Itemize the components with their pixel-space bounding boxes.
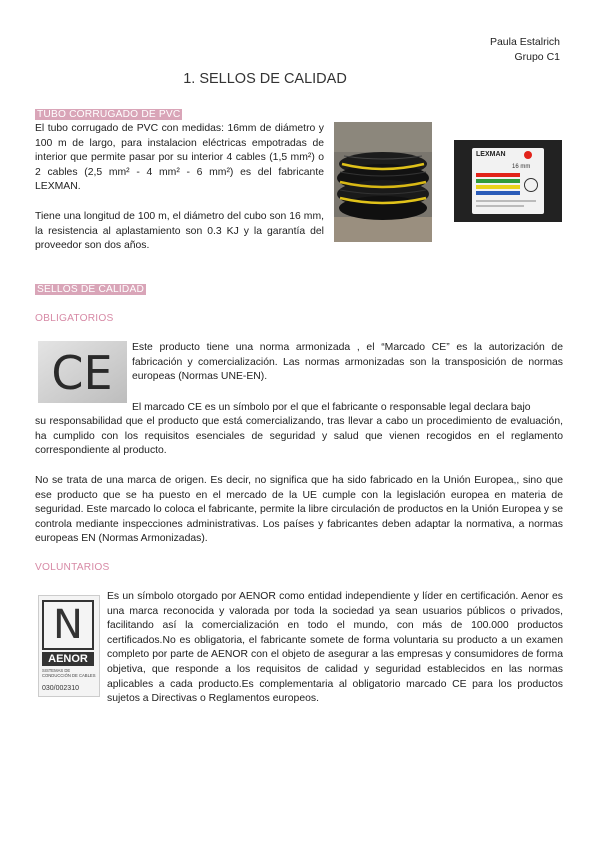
tubo-paragraph-1: El tubo corrugado de PVC con medidas: 16mm de diámetro y 100 m de largo, para instalacion eléctricas empotradas de interior que permite pasar por su interior 4 cables (1,5 mm²) o 2 cables (2,5 mm² - 4 mm² - 6 mm²) es del fabricante LEXMAN. <box>35 123 324 193</box>
voluntarios-heading: VOLUNTARIOS <box>35 562 110 573</box>
aenor-number: 030/002310 <box>42 685 79 692</box>
obligatorios-paragraph-2-rest: su responsabilidad que el producto que está comercializando, tras llevar a cabo un procedimiento de evaluación, ha cumplido con los requisitos esenciales de seguridad y salud que vienen recogidos en el reglamento correspondiente al producto. <box>35 416 563 457</box>
label-brand: LEXMAN <box>476 151 506 158</box>
ce-logo-text: CE <box>51 346 113 400</box>
label-line-1 <box>476 200 536 202</box>
label-stripe-yellow <box>476 185 520 189</box>
obligatorios-paragraph-2-first-line: El marcado CE es un símbolo por el que el fabricante o responsable legal declara bajo <box>132 402 531 413</box>
tube-coil-image <box>334 122 432 242</box>
label-stripe-green <box>476 179 520 183</box>
label-card <box>472 148 544 214</box>
label-red-dot <box>524 151 532 159</box>
label-size: 16 mm <box>512 164 531 170</box>
group-name: Grupo C1 <box>514 51 560 63</box>
page-title: 1. SELLOS DE CALIDAD <box>183 71 347 87</box>
aenor-n-box <box>42 600 94 650</box>
ce-logo <box>38 341 127 403</box>
obligatorios-paragraph-1: Este producto tiene una norma armonizada , el “Marcado CE” es la autorización de fabricación y comercialización. Las normas armonizadas son la transposición de normas europeas (Normas UNE-EN). <box>132 342 563 383</box>
author-name: Paula Estalrich <box>489 36 560 48</box>
aenor-caption: SISTEMAS DE CONDUCCIÓN DE CABLES <box>42 668 96 678</box>
tube-coil-photo <box>334 122 432 242</box>
label-round-mark <box>524 178 538 192</box>
sellos-heading: SELLOS DE CALIDAD <box>37 284 145 295</box>
ce-mark-image <box>38 341 127 403</box>
obligatorios-heading: OBLIGATORIOS <box>35 313 114 324</box>
lexman-label-photo <box>454 140 562 222</box>
aenor-name: AENOR <box>42 652 94 666</box>
voluntarios-paragraph: Es un símbolo otorgado por AENOR como entidad independiente y líder en certificación. Aenor es una marca reconocida y valorada por toda la sociedad ya sean usuarios públicos o privados, facilitando así la comercialización en todo el mundo, con más de 100.000 productos certificados.No es obligatoria, el fabricante somete de forma voluntaria su producto a un examen completo por parte de AENOR con el objeto de asegurar a las empresas y consumidores de forma objetiva, que responde a los requisitos de calidad y seguridad establecidos en las normas aplicables a cada producto.Es complementaria al obligatorio marcado CE para los productos sujetos a Directivas o Reglamentos europeos. <box>107 591 563 705</box>
tubo-paragraph-2: Tiene una longitud de 100 m, el diámetro del cubo son 16 mm, la resistencia al aplastamiento son 0.3 KJ y la garantía del proveedor son dos años. <box>35 211 324 252</box>
aenor-n-letter: N <box>53 602 83 648</box>
label-line-2 <box>476 205 524 207</box>
label-stripe-red <box>476 173 520 177</box>
tubo-heading: TUBO CORRUGADO DE PVC <box>37 109 181 120</box>
author-block <box>490 35 560 65</box>
aenor-logo <box>38 595 100 697</box>
label-stripe-blue <box>476 191 520 195</box>
obligatorios-paragraph-3: No se trata de una marca de origen. Es decir, no significa que ha sido fabricado en la Unión Europea,, sino que ese producto que se ha puesto en el mercado de la UE cumple con la legislación europea en materia de seguridad. Este marcado lo coloca el fabricante, permite la libre circulación de productos en la Unión Europea y se controla mediante inspecciones administrativas. Los países y fabricantes deben adaptar la normativa, a normas europeas EN (Normas Armonizadas). <box>35 475 563 545</box>
